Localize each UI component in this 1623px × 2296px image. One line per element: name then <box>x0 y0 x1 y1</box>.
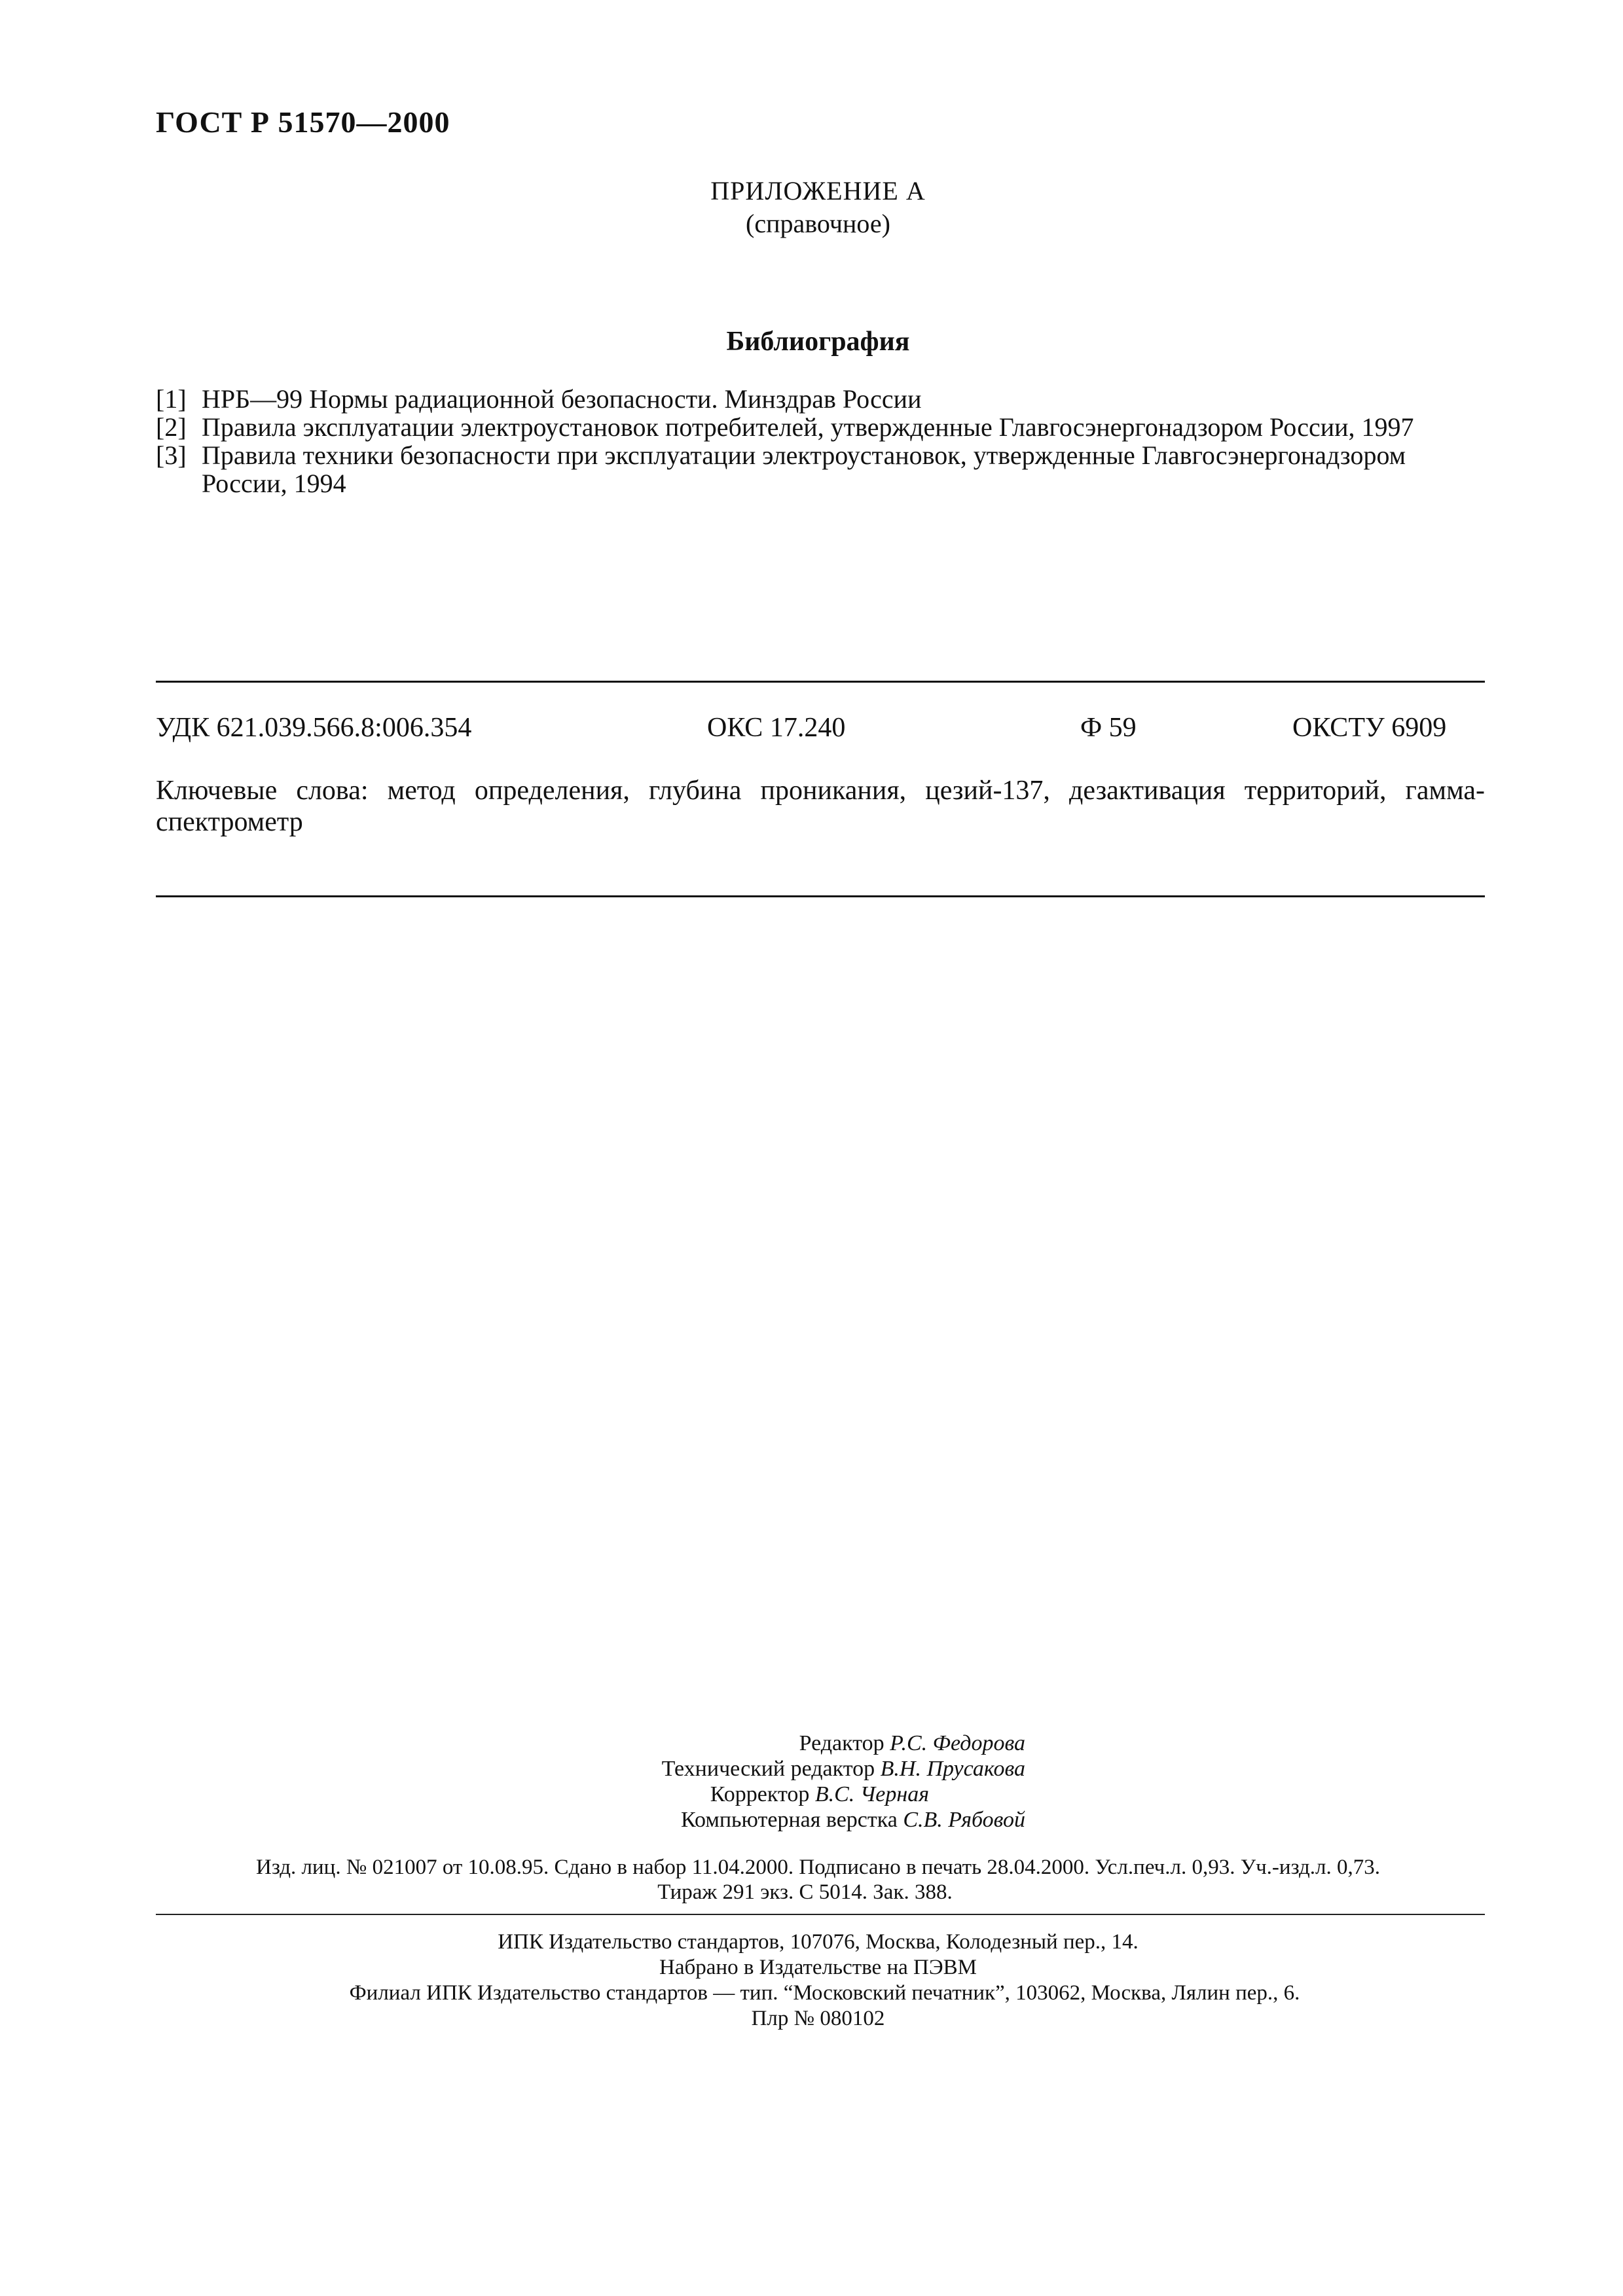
document-code: ГОСТ Р 51570—2000 <box>156 105 450 139</box>
bibliography-list <box>156 385 1485 497</box>
credit-editor <box>799 1731 1025 1756</box>
appendix-subtitle: (справочное) <box>746 209 890 238</box>
publication-divider <box>156 1914 1485 1915</box>
divider-bottom <box>156 895 1485 897</box>
credit-tech-editor-label: Технический редактор <box>661 1757 875 1781</box>
okstu-code: ОКСТУ 6909 <box>1292 713 1447 743</box>
bibliography-item-text: Правила техники безопасности при эксплуатации электроустановок, утвержденные Главгосэнергонадзором России, 1994 <box>202 440 1406 498</box>
publication-print-run: Тираж 291 экз. С 5014. Зак. 388. <box>657 1880 953 1904</box>
credit-corrector-label: Корректор <box>710 1782 810 1806</box>
publication-plr: Плр № 080102 <box>751 2007 885 2030</box>
publication-printer: Филиал ИПК Издательство стандартов — тип. “Московский печатник”, 103062, Москва, Лялин пер., 6. <box>349 1981 1300 2005</box>
bibliography-item <box>156 413 1485 441</box>
f-code: Ф 59 <box>1080 713 1137 743</box>
bibliography-item-number: [3] <box>156 440 187 470</box>
credit-editor-name: Р.С. Федорова <box>890 1731 1025 1755</box>
udk-code: УДК 621.039.566.8:006.354 <box>156 713 472 743</box>
appendix-title: ПРИЛОЖЕНИЕ А <box>710 176 926 206</box>
divider-top <box>156 681 1485 683</box>
bibliography-item-number: [1] <box>156 384 187 414</box>
credit-editor-label: Редактор <box>799 1731 884 1755</box>
bibliography-item-text: НРБ—99 Нормы радиационной безопасности. Минздрав России <box>202 384 922 414</box>
publication-publisher: ИПК Издательство стандартов, 107076, Москва, Колодезный пер., 14. <box>498 1930 1139 1954</box>
credit-corrector <box>710 1782 929 1807</box>
bibliography-item <box>156 385 1485 413</box>
credit-corrector-name: В.С. Черная <box>814 1782 929 1806</box>
credit-tech-editor <box>662 1756 1025 1782</box>
publication-license: Изд. лиц. № 021007 от 10.08.95. Сдано в набор 11.04.2000. Подписано в печать 28.04.2000. Усл.печ.л. 0,93. Уч.-изд.л. 0,73. <box>255 1856 1381 1879</box>
oks-code: ОКС 17.240 <box>707 713 846 743</box>
keywords: Ключевые слова: метод определения, глубина проникания, цезий-137, дезактивация территорий, гамма-спектрометр <box>156 776 1485 837</box>
bibliography-item-number: [2] <box>156 412 187 442</box>
bibliography-item <box>156 441 1485 497</box>
bibliography-item-text: Правила эксплуатации электроустановок потребителей, утвержденные Главгосэнергонадзором России, 1997 <box>202 412 1414 442</box>
publication-typeset: Набрано в Издательстве на ПЭВМ <box>659 1956 977 1979</box>
credit-layout-label: Компьютерная верстка <box>680 1808 898 1832</box>
credit-layout-name: С.В. Рябовой <box>903 1808 1025 1832</box>
bibliography-title: Библиография <box>726 327 910 357</box>
credit-layout <box>681 1807 1025 1833</box>
credit-tech-editor-name: В.Н. Прусакова <box>880 1757 1025 1781</box>
